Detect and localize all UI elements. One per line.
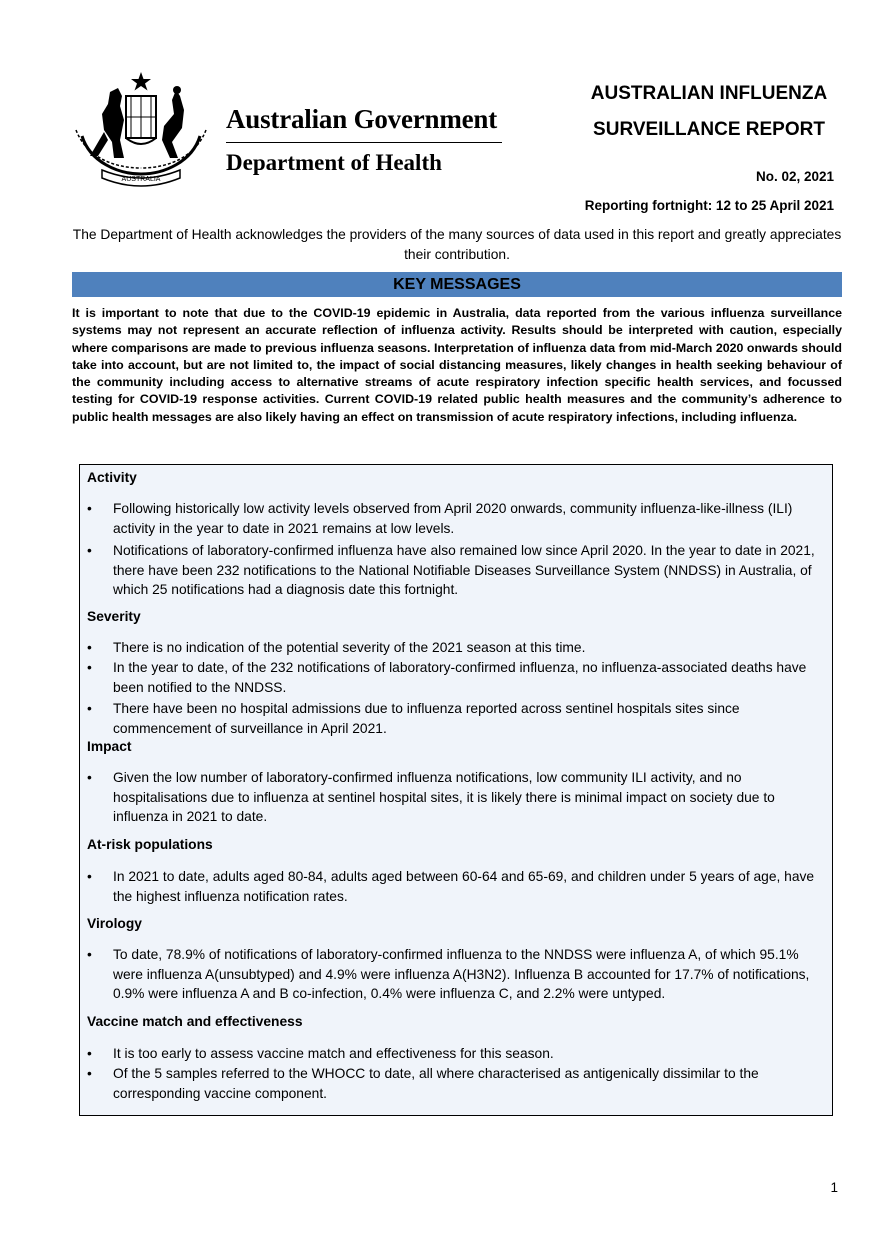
- bullet-icon: •: [87, 1046, 92, 1061]
- section-title-virology: Virology: [87, 916, 142, 931]
- bullet-icon: •: [87, 947, 92, 962]
- issue-number: No. 02, 2021: [755, 169, 834, 184]
- acknowledgement-text: The Department of Health acknowledges the providers of the many sources of data used in this report and greatly appreciates their contribution.: [72, 227, 842, 262]
- svg-text:AUSTRALIA: AUSTRALIA: [121, 176, 161, 183]
- list-item: • There is no indication of the potential severity of the 2021 season at this time.: [87, 638, 827, 658]
- bullet-icon: •: [87, 770, 92, 785]
- list-item: • Given the low number of laboratory-confirmed influenza notifications, low community ILI activity, and no hospitalisations due to influenza at sentinel hospital sites, it is likely there is minimal impact on society due to influenza in 2021 to date.: [87, 770, 775, 824]
- bullet-icon: •: [87, 543, 92, 558]
- section-title-vaccine-match: Vaccine match and effectiveness: [87, 1014, 303, 1029]
- section-title-activity: Activity: [87, 470, 137, 485]
- report-header: [68, 70, 834, 220]
- section-title-at-risk-populations: At-risk populations: [87, 837, 213, 852]
- department-name: Department of Health: [226, 150, 442, 175]
- bullet-icon: •: [87, 869, 92, 884]
- list-item: • In the year to date, of the 232 notifications of laboratory-confirmed influenza, no influenza-associated deaths have been notified to the NNDSS.: [87, 660, 807, 695]
- logo-divider: [226, 142, 502, 143]
- page-number: 1: [830, 1180, 838, 1195]
- bullet-icon: •: [87, 501, 92, 516]
- report-title-line-1: AUSTRALIAN INFLUENZA: [590, 83, 828, 104]
- bullet-icon: •: [87, 660, 92, 675]
- government-name: Australian Government: [226, 104, 498, 134]
- section-title-impact: Impact: [87, 739, 132, 754]
- list-item: • Notifications of laboratory-confirmed influenza have also remained low since April 2020. In the year to date in 2021, there have been 232 notifications to the National Notifiable Diseases Surveillance System (NNDSS) in Australia, of which 25 notifications had a diagnosis date this fortnight.: [87, 543, 815, 597]
- key-messages-heading: KEY MESSAGES: [72, 272, 842, 297]
- reporting-fortnight: Reporting fortnight: 12 to 25 April 2021: [584, 198, 834, 213]
- key-messages-intro: It is important to note that due to the COVID-19 epidemic in Australia, data reported from the various influenza surveillance systems may not represent an accurate reflection of influenza activity. Results should be interpreted with caution, especially where comparisons are made to previous influenza seasons. Interpretation of influenza data from mid-March 2020 onwards should take into account, but are not limited to, the impact of social distancing measures, likely changes in health seeking behaviour of the community including access to alternative streams of acute respiratory infection specific health services, and focussed testing for COVID-19 response activities. Current COVID-19 related public health measures and the community’s adherence to public health messages are also likely having an effect on transmission of acute respiratory infections, including influenza.: [72, 306, 842, 424]
- bullet-icon: •: [87, 1066, 92, 1081]
- coat-of-arms-logo: [68, 70, 214, 188]
- bullet-icon: •: [87, 640, 92, 655]
- list-item: • There have been no hospital admissions due to influenza reported across sentinel hospitals sites since commencement of surveillance in April 2021.: [87, 701, 740, 736]
- list-item: • To date, 78.9% of notifications of laboratory-confirmed influenza to the NNDSS were influenza A, of which 95.1% were influenza A(unsubtyped) and 4.9% were influenza A(H3N2). Influenza B accounted for 17.7% of notifications, 0.9% were influenza A and B co-infection, 0.4% were influenza C, and 2.2% were untyped.: [87, 947, 810, 1001]
- bullet-icon: •: [87, 701, 92, 716]
- list-item: • In 2021 to date, adults aged 80-84, adults aged between 60-64 and 65-69, and children under 5 years of age, have the highest influenza notification rates.: [87, 869, 815, 904]
- list-item: • Of the 5 samples referred to the WHOCC to date, all where characterised as antigenically dissimilar to the corresponding vaccine component.: [87, 1066, 759, 1101]
- list-item: • Following historically low activity levels observed from April 2020 onwards, community influenza-like-illness (ILI) activity in the year to date in 2021 remains at low levels.: [87, 501, 793, 536]
- list-item: • It is too early to assess vaccine match and effectiveness for this season.: [87, 1044, 827, 1064]
- report-title-line-2: SURVEILLANCE REPORT: [593, 119, 825, 140]
- section-title-severity: Severity: [87, 609, 141, 624]
- report-title: [584, 76, 834, 148]
